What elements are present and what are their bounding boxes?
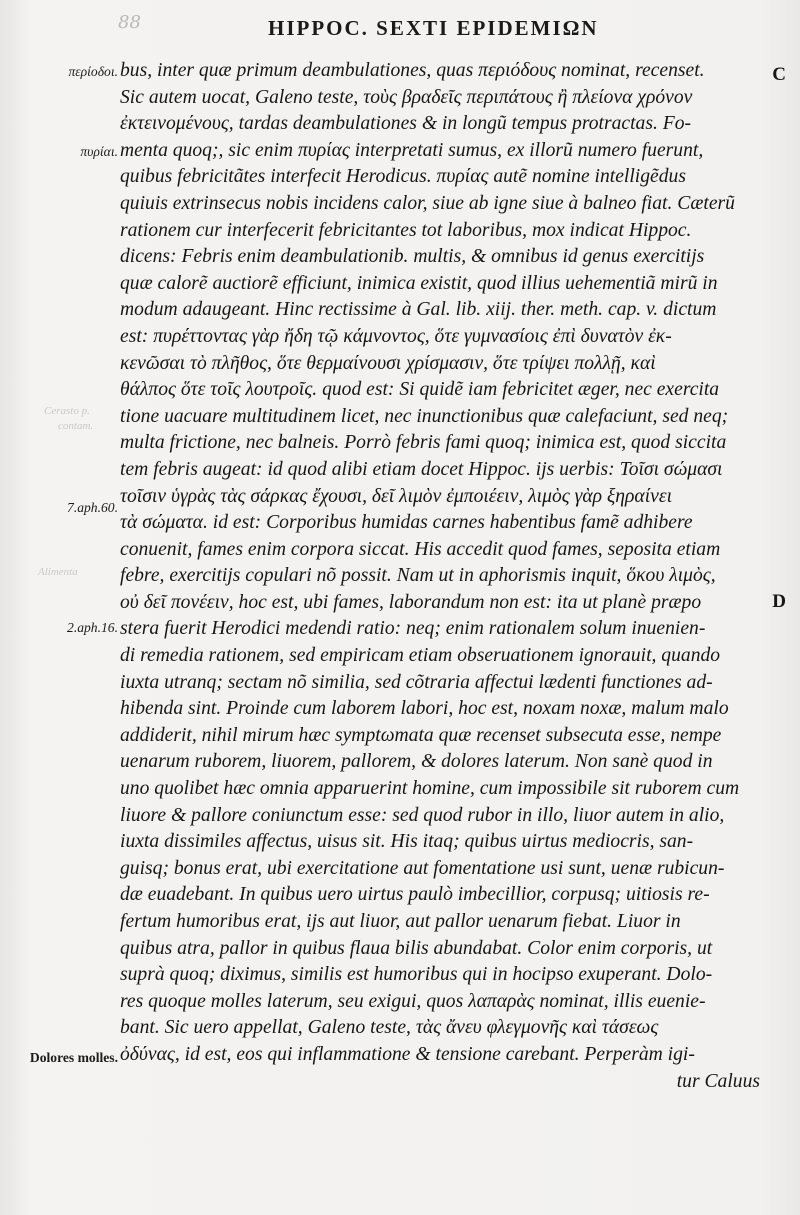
text-line: iuxta dissimiles affectus, uisus sit. His itaq; quibus uirtus mediocris, san- [120, 831, 694, 853]
text-line: uno quolibet hæc omnia apparuerint homine, cum impossibile sit ruborem cum [120, 778, 740, 800]
text-line: conuenit, fames enim corpora siccat. His accedit quod fames, seposita etiam [120, 538, 721, 560]
text-line: tem febris augeat: id quod alibi etiam docet Hippoc. ijs uerbis: Τοῖσι σώμασι [120, 458, 723, 480]
text-line: hibenda sint. Proinde cum laborem labori, hoc est, noxam noxæ, malum malo [120, 698, 729, 720]
text-line: menta quoq;, sic enim πυρίας interpretati sumus, ex illorũ numero fuerunt, [120, 139, 704, 161]
margin-note-aph-7-60: 7.aph.60. [67, 500, 118, 515]
body-text [120, 58, 770, 1095]
text-line: ἐκτεινομένους, tardas deambulationes & in longũ tempus protractas. Fo- [120, 113, 692, 135]
text-line: bus, inter quæ primum deambulationes, quas περιόδους nominat, recenset. [120, 60, 705, 81]
text-line: liuore & pallore coniunctum esse: sed quod rubor in illo, liuor autem in alio, [120, 804, 725, 826]
text-line: fertum humoribus erat, ijs aut liuor, aut pallor uenarum fiebat. Liuor in [120, 911, 681, 932]
text-line: rationem cur interfecerit febricitantes tot laboribus, mox indicat Hippoc. [120, 219, 692, 241]
text-line: res quoque molles laterum, seu exigui, quos λαπαρὰς nominat, illis euenie- [120, 990, 706, 1012]
section-letter-d: D [772, 591, 786, 612]
text-line: ὀδύνας, id est, eos qui inflammatione & tensione carebant. Perperàm igi- [120, 1043, 695, 1065]
text-line: θάλπος ὅτε τοῖς λουτροῖς. quod est: Si quidẽ iam febricitet æger, nec exercita [120, 379, 720, 401]
text-line: dæ euadebant. In quibus uero uirtus paulò imbecillior, corpusq; uitiosis re- [120, 884, 710, 906]
margin-note-periodoi: περίοδοι. [68, 64, 118, 79]
text-line: Sic autem uocat, Galeno teste, τοὺς βραδεῖς περιπάτους ἢ πλείονα χρόνον [120, 86, 693, 108]
margin-note-aph-2-16: 2.aph.16. [67, 620, 118, 635]
bleed-through-note: contam. [58, 420, 94, 432]
text-line: di remedia rationem, sed empiricam etiam obseruationem ignorauit, quando [120, 645, 721, 667]
text-line: quiuis extrinsecus nobis incidens calor, siue ab igne siue à balneo fiat. Cæterũ [120, 192, 735, 214]
running-head: HIPPOC. SEXTI EPIDEMIΩN [268, 16, 599, 40]
text-line: iuxta utranq; sectam nõ similia, sed cõtraria affectui lædenti functiones ad- [120, 671, 713, 693]
section-letter-c: C [772, 64, 786, 85]
text-line: stera fuerit Herodici medendi ratio: neq; enim rationalem solum inuenien- [120, 618, 706, 640]
text-line: tione uacuare multitudinem licet, nec inunctionibus quæ calefaciunt, sed neq; [120, 405, 729, 427]
margin-note-pyriai: πυρίαι. [80, 144, 118, 159]
text-line: οὐ δεῖ πονέειν, hoc est, ubi fames, laborandum non est: ita ut planè præpo [120, 591, 702, 613]
margin-note-dolores-molles: Dolores molles. [29, 1050, 118, 1065]
text-line: guisq; bonus erat, ubi exercitatione aut fomentatione usi sunt, uenæ rubicun- [120, 857, 725, 879]
text-line: bant. Sic uero appellat, Galeno teste, τὰς ἄνευ φλεγμονῆς καὶ τάσεως [120, 1017, 659, 1039]
text-line: tur Caluus [676, 1070, 760, 1092]
text-line: quibus atra, pallor in quibus flaua bilis abundabat. Color enim corporis, ut [120, 937, 713, 959]
text-line: est: πυρέττοντας γὰρ ἤδη τῷ κάμνοντος, ὅτε γυμνασίοις ἐπὶ δυνατὸν ἐκ- [120, 325, 672, 347]
text-line: quibus febricitãtes interfecit Herodicus. πυρίας autẽ nomine intelligẽdus [120, 166, 686, 188]
text-line: τοῖσιν ὑγρὰς τὰς σάρκας ἔχουσι, δεῖ λιμὸν ἐμποιέειν, λιμὸς γὰρ ξηραίνει [120, 485, 673, 507]
text-line: quæ calorẽ auctiorẽ efficiunt, inimica existit, quod illius uehementiã mirũ in [120, 272, 718, 294]
text-line: uenarum ruborem, liuorem, pallorem, & dolores laterum. Non sanè quod in [120, 751, 713, 773]
text-line: dicens: Febris enim deambulationib. multis, & omnibus id genus exercitijs [120, 246, 705, 268]
text-line: τὰ σώματα. id est: Corporibus humidas carnes habentibus famẽ adhibere [120, 512, 693, 534]
text-line: addiderit, nihil mirum hæc symptωmata quæ recenset subsecuta esse, nempe [120, 724, 722, 746]
text-line: multa frictione, nec balneis. Porrò febris fami quoq; inimica est, quod siccita [120, 432, 727, 454]
text-line: modum adaugeant. Hinc rectissime à Gal. lib. xiij. ther. meth. cap. v. dictum [120, 299, 717, 321]
text-line: suprà quoq; diximus, similis est humoribus qui in hocipso exuperant. Dolo- [120, 964, 713, 986]
text-line: febre, exercitijs copulari nõ possit. Nam ut in aphorismis inquit, ὅκου λιμὸς, [120, 565, 716, 587]
text-line: κενῶσαι τὸ πλῆθος, ὅτε θερμαίνουσι χρίσμασιν, ὅτε τρίψει πολλῇ, καὶ [120, 352, 656, 374]
page-number: 88 [118, 12, 141, 33]
bleed-through-note: Cerasto p. [44, 405, 90, 417]
bleed-through-note: Alimenta [38, 566, 78, 578]
